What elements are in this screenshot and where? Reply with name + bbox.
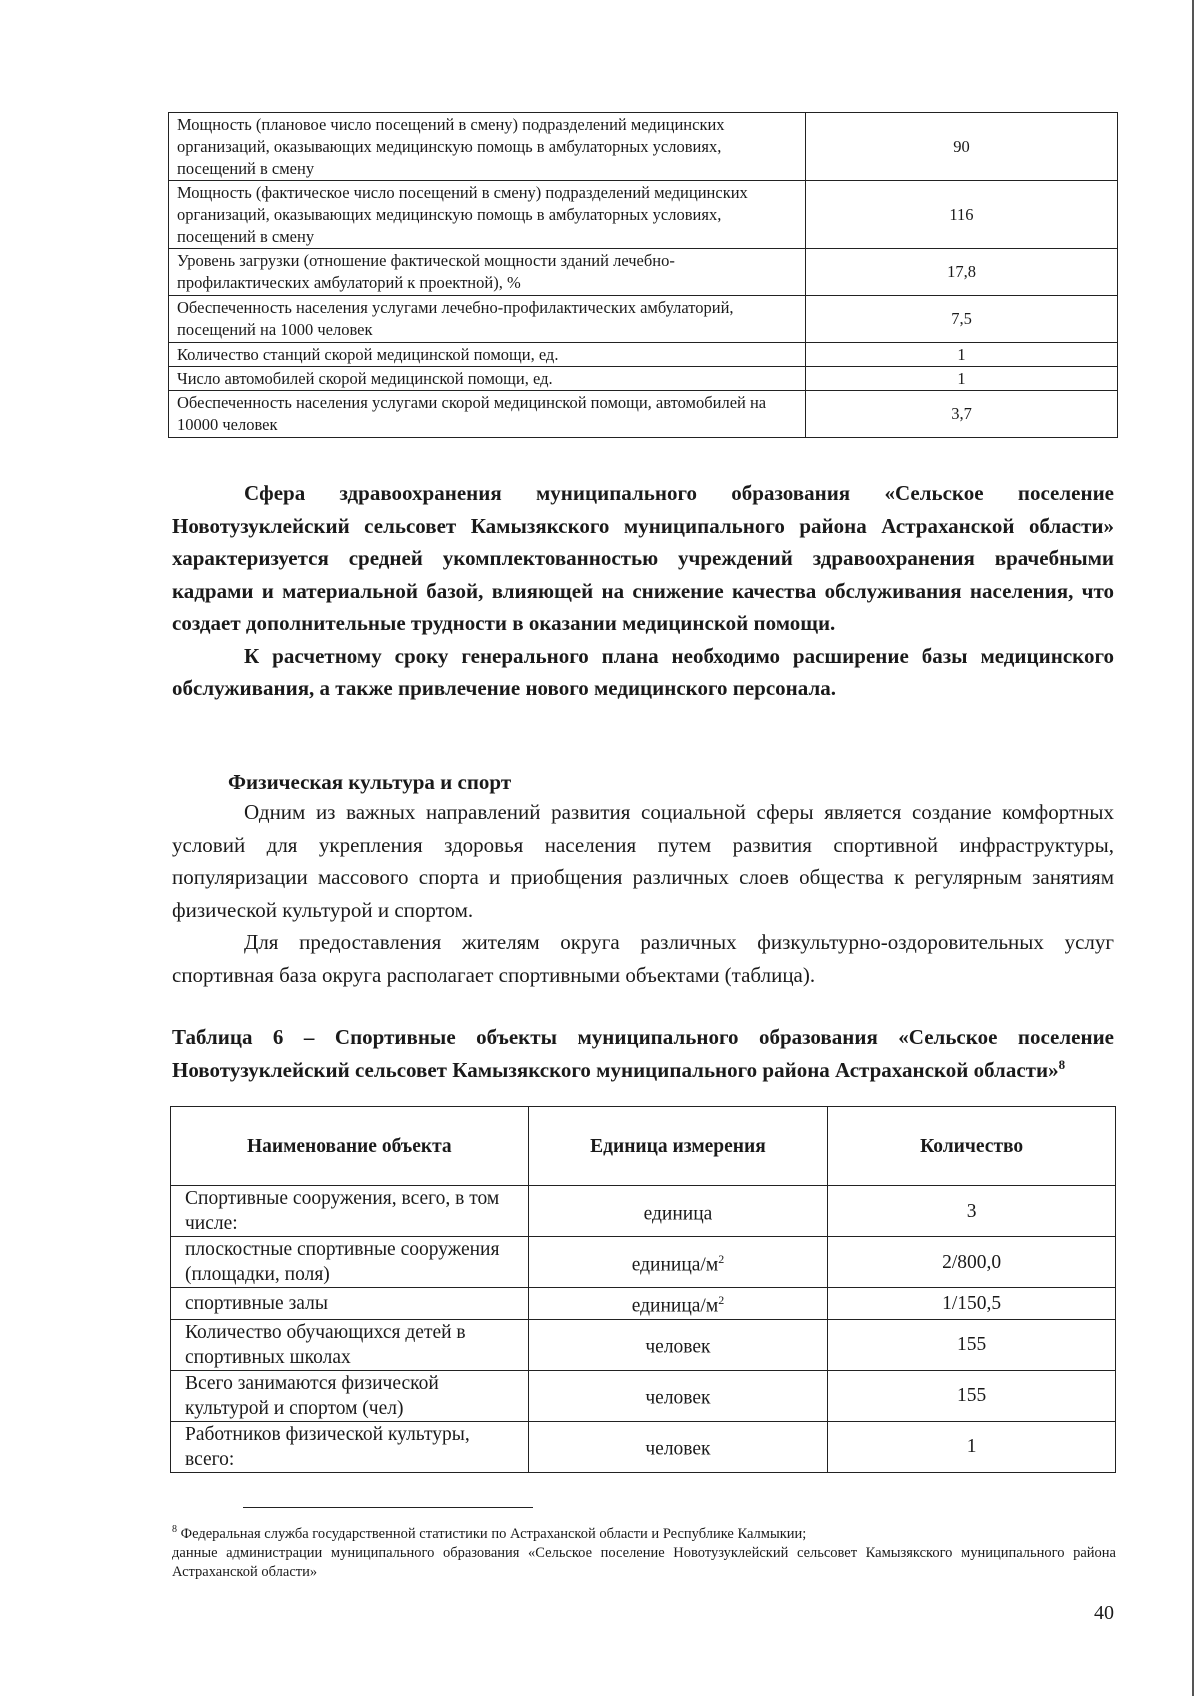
unit-cell: человек bbox=[528, 1319, 828, 1370]
quantity-cell: 155 bbox=[828, 1319, 1116, 1370]
indicator-name: Уровень загрузки (отношение фактической мощности зданий лечебно-профилактических амбулаторий к проектной), % bbox=[169, 249, 806, 296]
table-row bbox=[171, 1421, 1116, 1472]
table-caption-text: Таблица 6 – Спортивные объекты муниципального образования «Сельское поселение Новотузуклейский сельсовет Камызякского муниципального района Астраханской области» bbox=[172, 1025, 1114, 1082]
indicator-name: Мощность (плановое число посещений в смену) подразделений медицинских организаций, оказывающих медицинскую помощь в амбулаторных условиях, посещений в смену bbox=[169, 113, 806, 181]
column-header-quantity: Количество bbox=[828, 1107, 1116, 1186]
object-name: Спортивные сооружения, всего, в том числе: bbox=[171, 1186, 529, 1237]
indicator-value: 1 bbox=[806, 367, 1118, 391]
table-row bbox=[169, 181, 1118, 249]
indicator-value: 17,8 bbox=[806, 249, 1118, 296]
footnote-line-1: $^8$ Федеральная служба государственной статистики по Астраханской области и Республике Калмыкии; bbox=[172, 1524, 807, 1542]
footnote bbox=[172, 1520, 1116, 1582]
health-summary-paragraph: Сфера здравоохранения муниципального образования «Сельское поселение Новотузуклейский сельсовет Камызякского муниципального района Астраханской области» характеризуется средней укомплектованностью учреждений здравоохранения врачебными кадрами и материальной базой, влияющей на снижение качества обслуживания населения, что создает дополнительные трудности в оказании медицинской помощи. bbox=[172, 481, 1114, 635]
column-header-unit: Единица измерения bbox=[528, 1107, 828, 1186]
table-row bbox=[171, 1319, 1116, 1370]
table-header-row bbox=[171, 1107, 1116, 1186]
page-number: 40 bbox=[1094, 1602, 1114, 1624]
unit-cell: человек bbox=[528, 1370, 828, 1421]
indicator-name: Обеспеченность населения услугами скорой медицинской помощи, автомобилей на 10000 человек bbox=[169, 391, 806, 438]
quantity-cell: 2/800,0 bbox=[828, 1237, 1116, 1288]
unit-cell: единица/$м^2$ bbox=[528, 1237, 828, 1288]
indicator-value: 116 bbox=[806, 181, 1118, 249]
healthcare-conclusion bbox=[172, 477, 1114, 705]
unit-cell: единица/$м^2$ bbox=[528, 1288, 828, 1320]
object-name: Всего занимаются физической культурой и спортом (чел) bbox=[171, 1370, 529, 1421]
quantity-cell: 3 bbox=[828, 1186, 1116, 1237]
table-row bbox=[169, 296, 1118, 343]
page-edge-border bbox=[1192, 0, 1194, 1696]
footnote-separator bbox=[243, 1507, 533, 1508]
table-caption bbox=[172, 1024, 1114, 1084]
sport-paragraph-1: Одним из важных направлений развития социальной сферы является создание комфортных условий для укрепления здоровья населения путем развития спортивной инфраструктуры, популяризации массового спорта и приобщения различных слоев общества к регулярным занятиям физической культурой и спортом. bbox=[172, 800, 1114, 922]
table-row bbox=[169, 113, 1118, 181]
indicator-name: Количество станций скорой медицинской помощи, ед. bbox=[169, 343, 806, 367]
sports-facilities-table bbox=[170, 1106, 1116, 1473]
column-header-name: Наименование объекта bbox=[171, 1107, 529, 1186]
table-row bbox=[169, 343, 1118, 367]
object-name: плоскостные спортивные сооружения (площадки, поля) bbox=[171, 1237, 529, 1288]
table-row bbox=[171, 1288, 1116, 1320]
indicator-name: Обеспеченность населения услугами лечебно-профилактических амбулаторий, посещений на 1000 человек bbox=[169, 296, 806, 343]
table-row bbox=[169, 367, 1118, 391]
object-name: спортивные залы bbox=[171, 1288, 529, 1320]
table-row bbox=[169, 249, 1118, 296]
footnote-line-2: данные администрации муниципального образования «Сельское поселение Новотузуклейский сельсовет Камызякского муниципального района Астраханской области» bbox=[172, 1544, 1116, 1580]
indicator-value: 90 bbox=[806, 113, 1118, 181]
indicator-value: 3,7 bbox=[806, 391, 1118, 438]
unit-cell: единица bbox=[528, 1186, 828, 1237]
object-name: Работников физической культуры, всего: bbox=[171, 1421, 529, 1472]
indicator-value: 1 bbox=[806, 343, 1118, 367]
quantity-cell: 155 bbox=[828, 1370, 1116, 1421]
quantity-cell: 1 bbox=[828, 1421, 1116, 1472]
table-row bbox=[171, 1370, 1116, 1421]
indicator-value: 7,5 bbox=[806, 296, 1118, 343]
healthcare-indicators-table bbox=[168, 112, 1118, 438]
quantity-cell: 1/150,5 bbox=[828, 1288, 1116, 1320]
object-name: Количество обучающихся детей в спортивных школах bbox=[171, 1319, 529, 1370]
sport-section-body bbox=[172, 796, 1114, 991]
table-row bbox=[171, 1186, 1116, 1237]
sport-paragraph-2: Для предоставления жителям округа различных физкультурно-оздоровительных услуг спортивная база округа располагает спортивными объектами (таблица). bbox=[172, 930, 1114, 987]
sport-section-heading: Физическая культура и спорт bbox=[228, 770, 512, 794]
table-row bbox=[171, 1237, 1116, 1288]
health-plan-paragraph: К расчетному сроку генерального плана необходимо расширение базы медицинского обслуживания, а также привлечение нового медицинского персонала. bbox=[172, 643, 1114, 700]
unit-cell: человек bbox=[528, 1421, 828, 1472]
indicator-name: Число автомобилей скорой медицинской помощи, ед. bbox=[169, 367, 806, 391]
footnote-reference: 8 bbox=[1058, 1057, 1066, 1072]
table-row bbox=[169, 391, 1118, 438]
indicator-name: Мощность (фактическое число посещений в смену) подразделений медицинских организаций, оказывающих медицинскую помощь в амбулаторных условиях, посещений в смену bbox=[169, 181, 806, 249]
